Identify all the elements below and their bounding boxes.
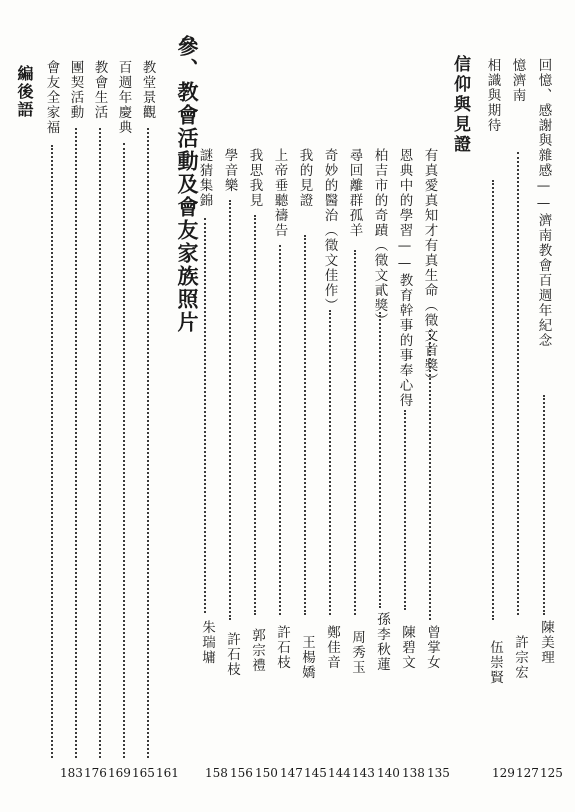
toc-entry — [222, 148, 236, 193]
page-number: 144 — [328, 766, 351, 780]
entry-author: 陳美理 — [538, 620, 554, 665]
page-number: 138 — [402, 766, 425, 780]
entry-title: 百週年慶典 — [115, 60, 132, 135]
entry-title: 有真愛真知才有真生命（徵文首獎） — [421, 148, 438, 388]
toc-entry — [485, 58, 499, 133]
leader-dots — [75, 128, 77, 758]
leader-dots — [492, 180, 494, 620]
entry-title: 尋回離群孤羊 — [346, 148, 363, 238]
leader-dots — [147, 128, 149, 758]
leader-dots — [51, 145, 53, 758]
entry-author: 鄭佳音 — [324, 625, 340, 670]
epilogue-heading: 編後語 — [15, 65, 34, 119]
toc-entry — [140, 60, 154, 120]
entry-author: 許石枝 — [274, 625, 290, 670]
toc-entry — [510, 58, 524, 103]
page-number: 129 — [492, 766, 515, 780]
toc-entry — [92, 60, 106, 120]
leader-dots — [404, 410, 406, 610]
toc-entry — [68, 60, 82, 120]
entry-author: 王楊嬌 — [299, 635, 315, 680]
toc-entry — [272, 148, 286, 238]
toc-entry — [116, 60, 130, 135]
page-number: 147 — [280, 766, 303, 780]
toc-entry — [372, 148, 386, 328]
entry-author: 孫李秋蓮 — [374, 612, 390, 672]
leader-dots — [543, 395, 545, 615]
page-number: 156 — [230, 766, 253, 780]
toc-entry — [397, 148, 411, 408]
leader-dots — [279, 245, 281, 615]
entry-title: 我思我見 — [246, 148, 263, 208]
entry-title: 團契活動 — [67, 60, 84, 120]
page-number: 150 — [255, 766, 278, 780]
entry-title: 恩典中的學習——教育幹事的事奉心得 — [396, 148, 413, 408]
leader-dots — [123, 143, 125, 758]
entry-title: 相識與期待 — [484, 58, 501, 133]
entry-title: 回憶、感謝與雜感——濟南教會百週年紀念 — [535, 58, 552, 348]
entry-title: 柏吉市的奇蹟（徵文貳獎） — [371, 148, 388, 328]
leader-dots — [229, 200, 231, 620]
leader-dots — [204, 218, 206, 613]
page-number: 165 — [132, 766, 155, 780]
entry-author: 朱瑞墉 — [199, 620, 215, 665]
toc-entry — [347, 148, 361, 238]
entry-title: 我的見證 — [296, 148, 313, 208]
entry-author: 周秀玉 — [349, 630, 365, 675]
page-number: 183 — [60, 766, 83, 780]
page-number: 125 — [540, 766, 563, 780]
leader-dots — [329, 310, 331, 615]
entry-title: 謎猜集錦 — [196, 148, 213, 208]
entry-author: 陳碧文 — [399, 625, 415, 670]
entry-author: 許石枝 — [224, 632, 240, 677]
leader-dots — [429, 330, 431, 620]
toc-entry — [322, 148, 336, 313]
entry-title: 教堂景觀 — [139, 60, 156, 120]
page-number: 135 — [427, 766, 450, 780]
entry-author: 許宗宏 — [512, 635, 528, 680]
section-heading: 信仰與見證 — [450, 55, 470, 155]
entry-author: 郭宗禮 — [249, 628, 265, 673]
page-number: 145 — [304, 766, 327, 780]
leader-dots — [99, 128, 101, 758]
entry-title: 奇妙的醫治（徵文佳作） — [321, 148, 338, 313]
entry-title: 學音樂 — [221, 148, 238, 193]
leader-dots — [304, 235, 306, 615]
page-number: 140 — [377, 766, 400, 780]
toc-entry — [247, 148, 261, 208]
entry-title: 教會生活 — [91, 60, 108, 120]
page-number: 161 — [156, 766, 179, 780]
page-number: 169 — [108, 766, 131, 780]
toc-entry — [44, 60, 58, 135]
page-number: 143 — [352, 766, 375, 780]
toc-entry — [536, 58, 550, 348]
leader-dots — [354, 250, 356, 615]
page-number: 158 — [205, 766, 228, 780]
entry-title: 上帝垂聽禱告 — [271, 148, 288, 238]
entry-author: 伍崇賢 — [487, 640, 503, 685]
part-heading: 參、教會活動及會友家族照片 — [175, 35, 199, 334]
toc-entry — [297, 148, 311, 208]
entry-title: 會友全家福 — [43, 60, 60, 135]
entry-title: 憶濟南 — [509, 58, 526, 103]
page-number: 127 — [516, 766, 539, 780]
entry-author: 曾掌女 — [424, 625, 440, 670]
page-number: 176 — [84, 766, 107, 780]
leader-dots — [254, 215, 256, 615]
leader-dots — [379, 312, 381, 608]
leader-dots — [517, 152, 519, 615]
